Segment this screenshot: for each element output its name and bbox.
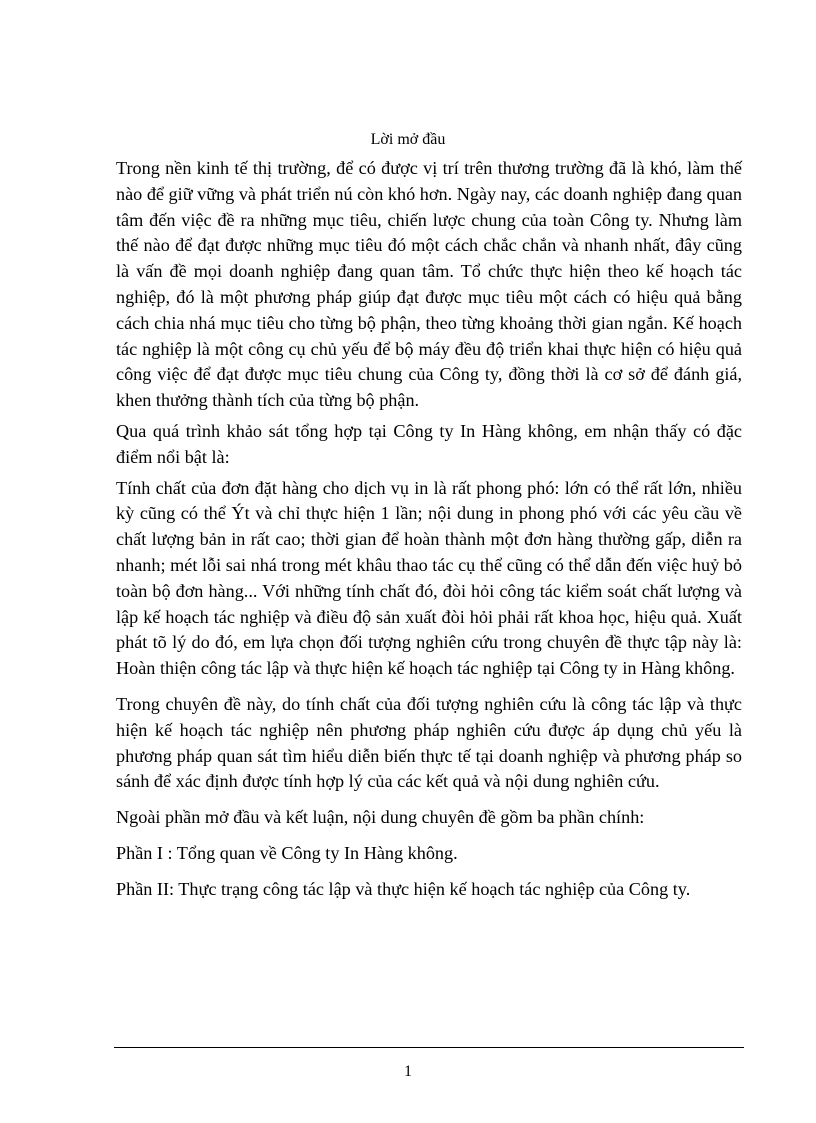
page-number: 1 [404, 1063, 412, 1080]
document-body [116, 156, 742, 903]
paragraph-intro: Trong nền kinh tế thị trường, để có được vị trí trên thương trường đã là khó, làm thế nào để giữ vững và phát triển nú còn khó hơn. Ngày nay, các doanh nghiệp đang quan tâm đến việc đề ra những mục tiêu, chiến lược chung của toàn Công ty. Nhưng làm thế nào để đạt được những mục tiêu đó một cách chắc chắn và nhanh nhất, đây cũng là vấn đề mọi doanh nghiệp đang quan tâm. Tổ chức thực hiện theo kế hoạch tác nghiệp, đó là một phương pháp giúp đạt được mục tiêu một cách có hiệu quả bằng cách chia nhá mục tiêu cho từng bộ phận, theo từng khoảng thời gian ngắn. Kế hoạch tác nghiệp là một công cụ chủ yếu để bộ máy đều độ triển khai thực hiện có hiệu quả công việc để đạt được mục tiêu chung của Công ty, đồng thời là cơ sở để đánh giá, khen thưởng thành tích của từng bộ phận. [116, 158, 742, 411]
paragraph-part-2: Phần II: Thực trạng công tác lập và thực hiện kế hoạch tác nghiệp của Công ty. [116, 878, 691, 899]
paragraph-structure: Ngoài phần mở đầu và kết luận, nội dung chuyên đề gồm ba phần chính: [116, 807, 645, 828]
page-title: Lời mở đầu [370, 131, 446, 148]
paragraph-characteristics: Tính chất của đơn đặt hàng cho dịch vụ in là rất phong phó: lớn có thể rất lớn, nhiều kỳ cũng có thể Ýt và chỉ thực hiện 1 lần; nội dung in phong phó với các yêu cầu về chất lượng bản in rất cao; thời gian để hoàn thành một đơn hàng thường gấp, diễn ra nhanh; mét lỗi sai nhá trong mét khâu thao tác cụ thể cũng có thể dẫn đến việc huỷ bỏ toàn bộ đơn hàng... Với những tính chất đó, đòi hỏi công tác kiểm soát chất lượng và lập kế hoạch tác nghiệp và điều độ sản xuất đòi hỏi phải rất khoa học, hiệu quả. Xuất phát tõ lý do đó, em lựa chọn đối tượng nghiên cứu trong chuyên đề thực tập này là: Hoàn thiện công tác lập và thực hiện kế hoạch tác nghiệp tại Công ty in Hàng không. [116, 477, 742, 679]
footer-divider [114, 1047, 744, 1048]
paragraph-methodology: Trong chuyên đề này, do tính chất của đối tượng nghiên cứu là công tác lập và thực hiện kế hoạch tác nghiệp nên phương pháp nghiên cứu được áp dụng chủ yếu là phương pháp quan sát tìm hiểu diễn biến thực tế tại doanh nghiệp và phương pháp so sánh để xác định được tính hợp lý của các kết quả và nội dung nghiên cứu. [116, 693, 742, 792]
paragraph-part-1: Phần I : Tổng quan về Công ty In Hàng không. [116, 842, 458, 863]
paragraph-survey: Qua quá trình khảo sát tổng hợp tại Công ty In Hàng không, em nhận thấy có đặc điểm nổi bật là: [116, 420, 742, 467]
